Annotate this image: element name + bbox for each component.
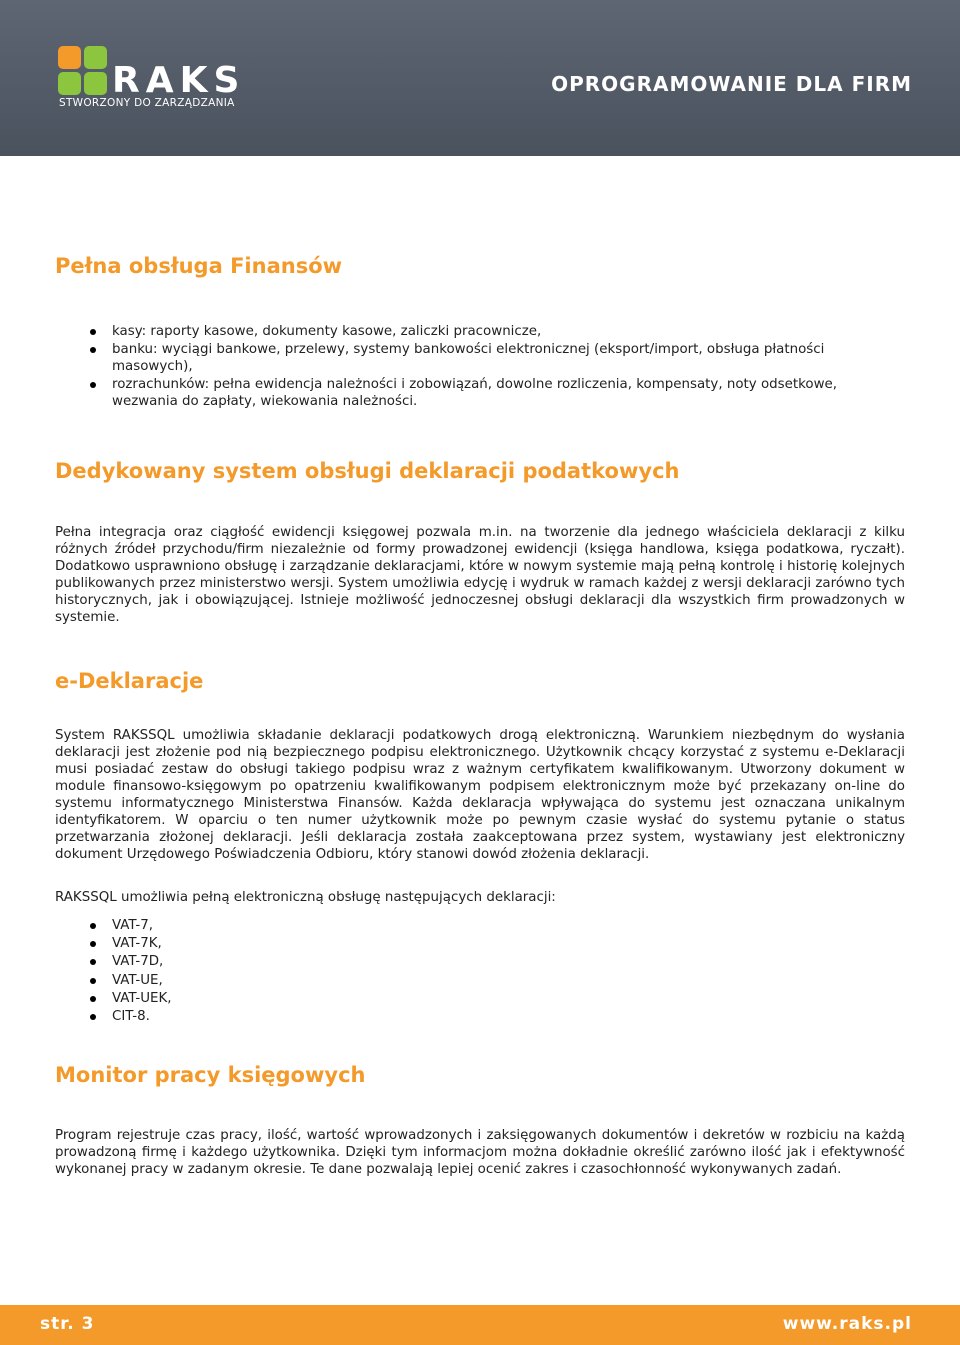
section-title-tax: Dedykowany system obsługi deklaracji podatkowych [55,459,680,483]
page-header [0,0,960,156]
section-title-monitor: Monitor pracy księgowych [55,1063,366,1087]
page-footer [0,1305,960,1345]
list-item: VAT-7K, [55,935,905,952]
list-item: CIT-8. [55,1008,905,1025]
list-item: banku: wyciągi bankowe, przelewy, systemy bankowości elektronicznej (eksport/import, obsługa płatności masowych), [55,341,905,375]
tax-paragraph: Pełna integracja oraz ciągłość ewidencji księgowej pozwala m.in. na tworzenie dla jednego właściciela deklaracji z kilku różnych źródeł przychodu/firm niezależnie od formy prowadzonej ewidencji (księga handlowa, księga podatkowa, ryczałt). Dodatkowo usprawniono obsługę i zarządzanie deklaracjami, które w nowym systemie mają pełną kontrolę i historię kolejnych publikowanych przez ministerstwo wersji. System umożliwia edycję i wydruk w ramach każdej z wersji deklaracji zarówno tych historycznych, jak i obowiązującej. Istnieje możliwość jednoczesnej obsługi deklaracji dla wszystkich firm prowadzonych w systemie. [55,525,905,625]
section-title-edeclarations: e-Deklaracje [55,669,204,693]
list-item: VAT-UEK, [55,990,905,1007]
list-item: VAT-7, [55,917,905,934]
declaration-types-list [55,917,905,1026]
logo-tagline: STWORZONY DO ZARZĄDZANIA [59,97,235,109]
list-item: kasy: raporty kasowe, dokumenty kasowe, zaliczki pracownicze, [55,323,905,340]
edeclarations-intro: RAKSSQL umożliwia pełną elektroniczną obsługę następujących deklaracji: [55,890,556,905]
page-number: str. 3 [40,1314,95,1334]
list-item: rozrachunków: pełna ewidencja należności i zobowiązań, dowolne rozliczenia, kompensaty, noty odsetkowe, wezwania do zapłaty, wiekowania należności. [55,376,905,410]
header-slogan: OPROGRAMOWANIE DLA FIRM [551,72,912,96]
edeclarations-paragraph: System RAKSSQL umożliwia składanie deklaracji podatkowych drogą elektroniczną. Warunkiem niezbędnym do wysłania deklaracji jest złożenie pod nią bezpiecznego podpisu elektronicznego. Użytkownik chcący korzystać z systemu e-Deklaracji musi posiadać zestaw do obsługi takiego podpisu wraz z ważnym certyfikatem kwalifikowanym. Utworzony dokument w module finansowo-księgowym po opatrzeniu kwalifikowanym podpisem elektronicznym może być przekazany on-line do systemu informatycznego Ministerstwa Finansów. Każda deklaracja wpływająca do systemu jest oznaczana unikalnym identyfikatorem. W oparciu o ten numer użytkownik może po pewnym czasie wysłać do systemu pytanie o status przetwarzania złożonej deklaracji. Jeśli deklaracja została zaakceptowana przez system, wystawiany jest elektroniczny dokument Urzędowego Poświadczenia Odbioru, który stanowi dowód złożenia deklaracji. [55,728,905,862]
finance-list [55,323,905,411]
logo-brand: RAKS [112,60,246,101]
website-link[interactable]: www.raks.pl [782,1314,912,1334]
list-item: VAT-7D, [55,953,905,970]
section-title-finance: Pełna obsługa Finansów [55,254,343,278]
monitor-paragraph: Program rejestruje czas pracy, ilość, wartość wprowadzonych i zaksięgowanych dokumentów i dekretów w rozbiciu na każdą prowadzoną firmę i każdego użytkownika. Dzięki tym informacjom można dokładnie określić zarówno ilość jak i efektywność wykonanej pracy w zadanym okresie. Te dane pozwalają lepiej ocenić zakres i czasochłonność wykonywanych zadań. [55,1128,905,1177]
list-item: VAT-UE, [55,972,905,989]
logo-squares-icon [58,46,108,96]
